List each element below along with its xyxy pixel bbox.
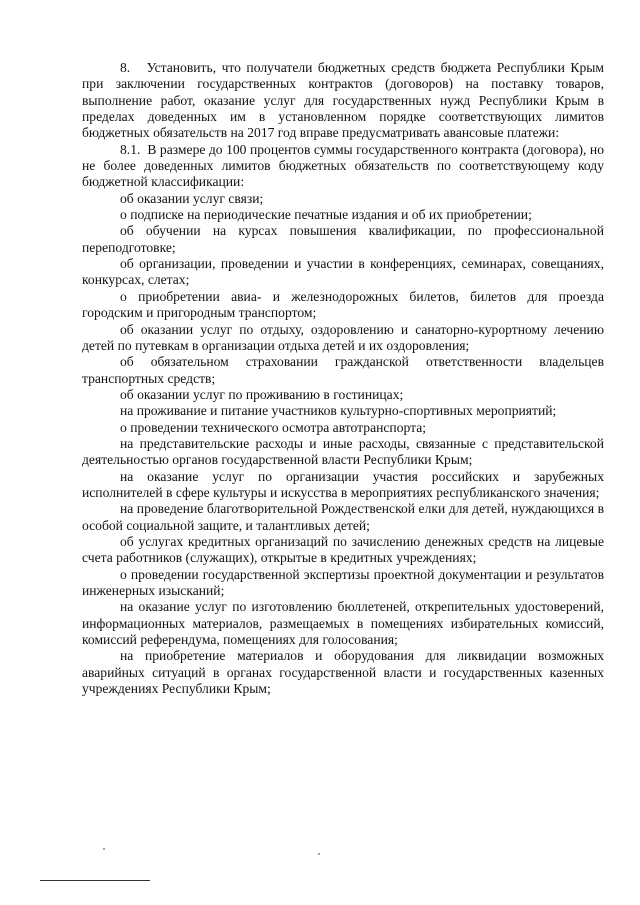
- list-item: об организации, проведении и участии в конференциях, семинарах, совещаниях, конкурсах, слетах;: [82, 256, 604, 288]
- list-item: на представительские расходы и иные расходы, связанные с представительской деятельностью органов государственной власти Республики Крым;: [82, 435, 604, 468]
- scan-speck: [103, 848, 105, 850]
- list-item: об услугах кредитных организаций по зачислению денежных средств на лицевые счета работников (служащих), открытые в кредитных учреждениях;: [82, 533, 604, 566]
- list-item: о проведении государственной экспертизы проектной документации и результатов инженерных изысканий;: [82, 566, 604, 598]
- footer-rule: [40, 880, 150, 881]
- list-item: на проведение благотворительной Рождественской елки для детей, нуждающихся в особой социальной защите, и талантливых детей;: [82, 501, 604, 533]
- scan-speck: [318, 853, 320, 855]
- list-item: об обязательном страховании гражданской ответственности владельцев транспортных средств;: [82, 354, 604, 386]
- list-item: о приобретении авиа- и железнодорожных билетов, билетов для проезда городским и пригородным транспортом;: [82, 288, 604, 321]
- list-item: на приобретение материалов и оборудования для ликвидации возможных аварийных ситуаций в органах государственной власти и государственных казенных учреждениях Республики Крым;: [82, 648, 604, 697]
- document-body: [82, 60, 604, 697]
- paragraph-8-1: 8.1. В размере до 100 процентов суммы государственного контракта (договора), но не более доведенных лимитов бюджетных обязательств по соответствующему коду бюджетной классификации:: [82, 141, 604, 190]
- list-item: об оказании услуг связи;: [120, 190, 264, 206]
- list-item: на проживание и питание участников культурно-спортивных мероприятий;: [120, 403, 557, 419]
- list-item: на оказание услуг по организации участия российских и зарубежных исполнителей в сфере культуры и искусства в мероприятиях республиканского значения;: [82, 468, 604, 500]
- list-item: о проведении технического осмотра автотранспорта;: [120, 419, 427, 435]
- paragraph-8: 8. Установить, что получатели бюджетных средств бюджета Республики Крым при заключении государственных контрактов (договоров) на поставку товаров, выполнение работ, оказание услуг для государственных нужд Республики Крым в пределах доведенных им в установленном порядке соответствующих лимитов бюджетных обязательств на 2017 год вправе предусматривать авансовые платежи:: [82, 60, 604, 141]
- list-item: об обучении на курсах повышения квалификации, по профессиональной переподготовке;: [82, 223, 604, 255]
- list-item: об оказании услуг по проживанию в гостиницах;: [120, 386, 404, 402]
- list-item: об оказании услуг по отдыху, оздоровлению и санаторно-курортному лечению детей по путевкам в организации отдыха детей и их оздоровления;: [82, 321, 604, 353]
- list-item: о подписке на периодические печатные издания и об их приобретении;: [120, 207, 532, 223]
- list-item: на оказание услуг по изготовлению бюллетеней, открепительных удостоверений, информационных материалов, размещаемых в помещениях избирательных комиссий, комиссий референдума, помещениях для голосования;: [82, 599, 604, 648]
